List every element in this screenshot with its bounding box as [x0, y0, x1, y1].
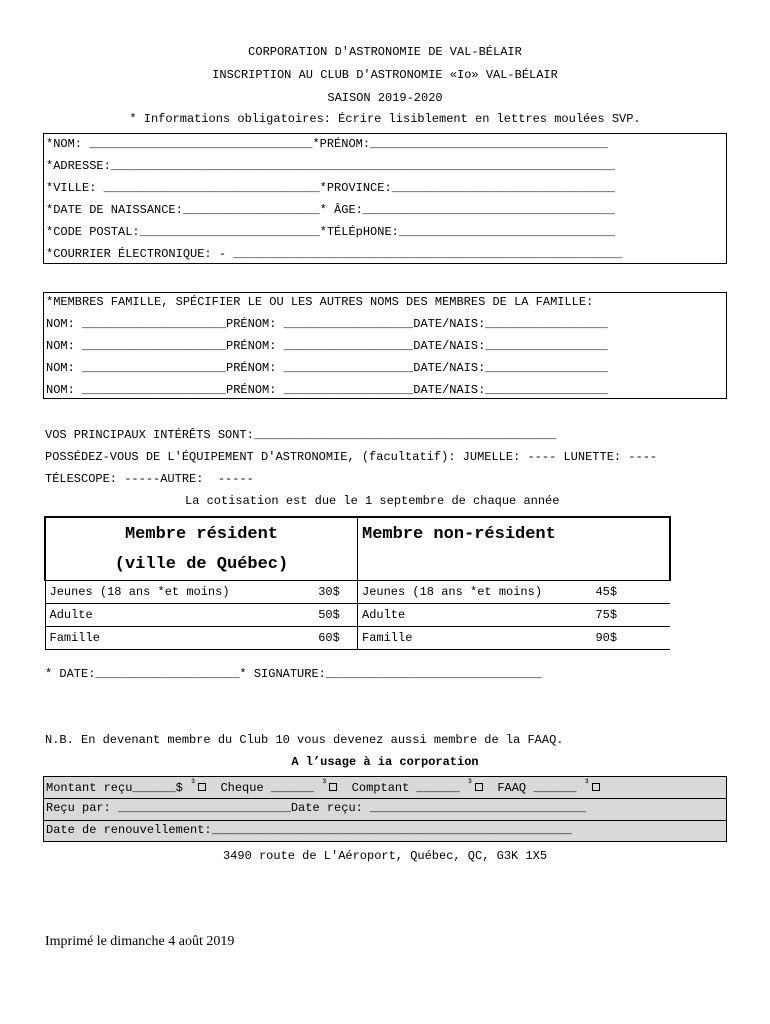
fee-label: Jeunes (18 ans *et moins) — [45, 581, 314, 604]
address-field[interactable]: *ADRESSE:______________________________________________________________________ — [46, 159, 615, 173]
club-address: 3490 route de L'Aéroport, Québec, QC, G3K 1X5 — [222, 849, 548, 863]
renewal-date-field[interactable]: Date de renouvellement:__________________________________________________ — [46, 823, 572, 837]
telescope-field[interactable]: TÉLESCOPE: -----AUTRE: ----- — [45, 472, 254, 486]
amount-received-field[interactable]: Montant reçu______$ — [46, 781, 191, 795]
fee-price: 30$ — [314, 581, 357, 604]
email-field[interactable]: *COURRIER ÉLECTRONIQUE: - ______________________________________________________ — [46, 247, 623, 261]
family-member-row[interactable]: NOM: ____________________PRÉNOM: __________________DATE/NAIS:_________________ — [46, 339, 608, 353]
family-members-box — [43, 292, 727, 399]
family-member-row[interactable]: NOM: ____________________PRÉNOM: __________________DATE/NAIS:_________________ — [46, 317, 608, 331]
resident-title: Membre résident — [124, 525, 279, 544]
check-mark-sup: ³ — [190, 779, 197, 790]
office-use-box — [43, 776, 727, 842]
usage-title: A l’usage à ia corporation — [291, 755, 479, 769]
received-by-field[interactable]: Reçu par: ________________________Date reçu: ______________________________ — [46, 801, 587, 815]
name-fields[interactable]: *NOM: _______________________________*PRÉNOM:_________________________________ — [46, 137, 608, 151]
city-province-fields[interactable]: *VILLE: ______________________________*PROVINCE:_______________________________ — [46, 181, 615, 195]
nonresident-header — [358, 517, 671, 581]
fee-price: 50$ — [314, 604, 357, 627]
season: SAISON 2019-2020 — [327, 91, 443, 105]
fee-label: Famille — [45, 627, 314, 650]
org-name: CORPORATION D'ASTRONOMIE DE VAL-BÉLAIR — [248, 45, 522, 59]
date-signature-fields[interactable]: * DATE:____________________* SIGNATURE:______________________________ — [45, 667, 542, 681]
interests-field[interactable]: VOS PRINCIPAUX INTÉRÊTS SONT:__________________________________________ — [45, 428, 557, 442]
equipment-field[interactable]: POSSÉDEZ-VOUS DE L'ÉQUIPEMENT D'ASTRONOMIE, (facultatif): JUMELLE: ---- LUNETTE: ---- — [45, 450, 658, 464]
check-mark-sup: ³ — [466, 779, 473, 790]
instructions: * Informations obligatoires: Écrire lisiblement en lettres moulées SVP. — [129, 112, 641, 126]
form-title: INSCRIPTION AU CLUB D'ASTRONOMIE «Io» VAL-BÉLAIR — [212, 68, 558, 82]
check-mark-sup: ³ — [583, 779, 590, 790]
printed-date: Imprimé le dimanche 4 août 2019 — [45, 934, 235, 949]
family-member-row[interactable]: NOM: ____________________PRÉNOM: __________________DATE/NAIS:_________________ — [46, 361, 608, 375]
postal-phone-fields[interactable]: *CODE POSTAL:_________________________*TÉLÉpHONE:______________________________ — [46, 225, 615, 239]
cash-field[interactable]: Comptant ______ — [337, 781, 467, 795]
fee-label: Jeunes (18 ans *et moins) — [362, 585, 543, 599]
check-mark-sup: ³ — [321, 779, 328, 790]
resident-subtitle: (ville de Québec) — [114, 555, 289, 574]
family-member-row[interactable]: NOM: ____________________PRÉNOM: __________________DATE/NAIS:_________________ — [46, 383, 608, 397]
divider — [44, 778, 726, 799]
fee-label: Adulte — [362, 608, 406, 622]
faaq-field[interactable]: FAAQ ______ — [482, 781, 584, 795]
resident-header — [45, 517, 358, 581]
cheque-field[interactable]: Cheque ______ — [206, 781, 322, 795]
family-heading: *MEMBRES FAMILLE, SPÉCIFIER LE OU LES AUTRES NOMS DES MEMBRES DE LA FAMILLE: — [46, 295, 594, 309]
dues-note: La cotisation est due le 1 septembre de chaque année — [185, 494, 560, 508]
fees-table — [44, 516, 671, 650]
nonresident-title: Membre non-résident — [362, 525, 556, 544]
birthdate-age-fields[interactable]: *DATE DE NAISSANCE:___________________* ÂGE:___________________________________ — [46, 203, 615, 217]
fee-price: 90$ — [595, 631, 618, 645]
fee-label: Famille — [362, 631, 413, 645]
fee-label: Adulte — [45, 604, 314, 627]
personal-info-box — [43, 133, 727, 264]
fee-price: 60$ — [314, 627, 357, 650]
nb-note: N.B. En devenant membre du Club 10 vous devenez aussi membre de la FAAQ. — [45, 733, 564, 747]
fee-price: 75$ — [595, 608, 618, 622]
fee-price: 45$ — [595, 585, 618, 599]
divider — [44, 800, 726, 821]
